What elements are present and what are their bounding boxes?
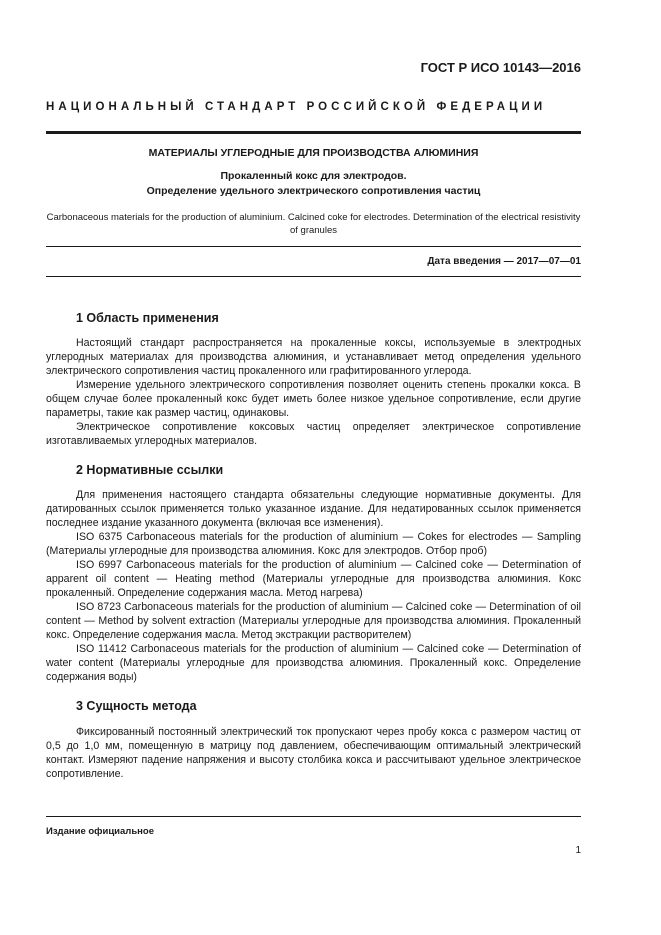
paragraph: Фиксированный постоянный электрический ток пропускают через пробу кокса с размером частиц от 0,5 до 1,0 мм, помещенную в матрицу под давлением, обеспечивающим оптимальный электрический контакт. Измеряют падение напряжения и высоту столбика кокса и рассчитывают удельное электрическое сопротивление. <box>46 726 581 780</box>
paragraph: Настоящий стандарт распространяется на прокаленные коксы, используемые в электродных углеродных материалах для производства алюминия, и устанавливает метод определения удельного электрического сопротивления частиц прокаленного или графитированного углерода. <box>46 337 581 377</box>
national-standard-heading: НАЦИОНАЛЬНЫЙ СТАНДАРТ РОССИЙСКОЙ ФЕДЕРАЦИИ <box>46 101 547 113</box>
reference-iso-11412: ISO 11412 Carbonaceous materials for the production of aluminium — Calcined coke — Determination of water content (Материалы углеродные для производства алюминия. Прокаленный кокс. Определение содержания воды) <box>46 643 581 683</box>
paragraph: Для применения настоящего стандарта обязательны следующие нормативные документы. Для датированных ссылок применяется только указанное издание. Для недатированных ссылок применяется последнее издание указанного документа (включая все изменения). <box>46 489 581 529</box>
header-rule <box>46 131 581 134</box>
reference-iso-8723: ISO 8723 Carbonaceous materials for the production of aluminium — Calcined coke — Determination of oil content — Method by solvent extraction (Материалы углеродные для производства алюминия. Прокаленный кокс. Определение содержания масла. Метод экстракции растворителем) <box>46 601 581 641</box>
section-heading-principle: 3 Сущность метода <box>76 699 197 713</box>
section-scope-body <box>46 336 581 448</box>
section-heading-references: 2 Нормативные ссылки <box>76 463 224 477</box>
reference-iso-6997: ISO 6997 Carbonaceous materials for the production of aluminium — Calcined coke — Determination of apparent oil content — Heating method (Материалы углеродные для производства алюминия. Кокс прокаленный. Определение содержания масла. Метод нагрева) <box>46 559 581 599</box>
date-divider <box>46 276 581 277</box>
subtitle-line-1: Прокаленный кокс для электродов. <box>220 170 407 182</box>
english-title: Carbonaceous materials for the production of aluminium. Calcined coke for electrodes. Determination of the electrical resistivity of granules <box>46 212 581 236</box>
section-principle-body <box>46 725 581 781</box>
section-references-body <box>46 488 581 684</box>
footer-rule <box>46 816 581 817</box>
introduction-date: Дата введения — 2017—07—01 <box>427 256 581 267</box>
page-number: 1 <box>575 845 581 856</box>
official-edition-label: Издание официальное <box>46 826 154 837</box>
title-divider <box>46 246 581 247</box>
paragraph: Измерение удельного электрического сопротивления позволяет оценить степень прокалки кокса. В общем случае более прокаленный кокс будет иметь более низкое удельное сопротивление, если другие параметры, такие как размер частиц, одинаковы. <box>46 379 581 419</box>
reference-iso-6375: ISO 6375 Carbonaceous materials for the production of aluminium — Cokes for electrodes — Sampling (Материалы углеродные для производства алюминия. Кокс для электродов. Отбор проб) <box>46 531 581 557</box>
section-heading-scope: 1 Область применения <box>76 311 219 325</box>
paragraph: Электрическое сопротивление коксовых частиц определяет электрическое сопротивление изготавливаемых углеродных материалов. <box>46 421 581 447</box>
document-title: МАТЕРИАЛЫ УГЛЕРОДНЫЕ ДЛЯ ПРОИЗВОДСТВА АЛЮМИНИЯ <box>148 147 479 159</box>
standard-number: ГОСТ Р ИСО 10143—2016 <box>420 60 581 75</box>
document-subtitle <box>46 169 581 199</box>
subtitle-line-2: Определение удельного электрического сопротивления частиц <box>146 185 481 197</box>
